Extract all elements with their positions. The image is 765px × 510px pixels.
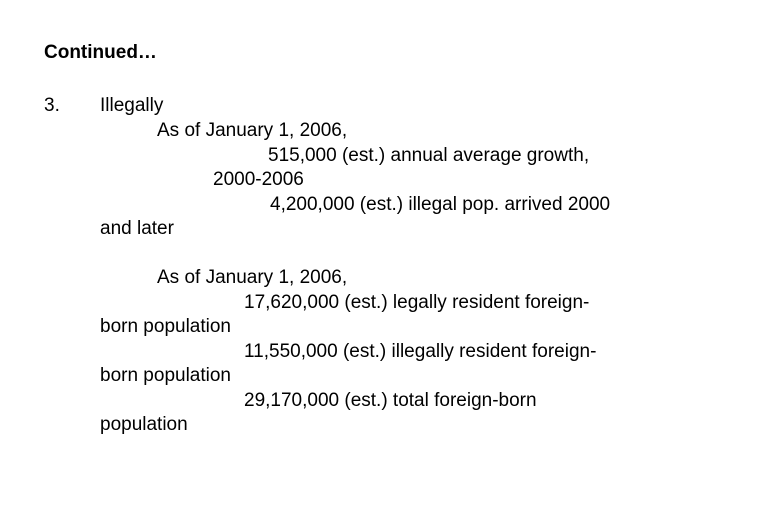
block2-illegal-line: 11,550,000 (est.) illegally resident foreign-: [244, 341, 597, 362]
block1-arrived-line: 4,200,000 (est.) illegal pop. arrived 2000: [270, 194, 611, 215]
page-heading: Continued…: [44, 42, 157, 63]
block1-intro: As of January 1, 2006,: [157, 120, 348, 141]
block2-legal-continuation: born population: [100, 316, 231, 337]
block2-legal-line: 17,620,000 (est.) legally resident foreign-: [244, 292, 590, 313]
block2-illegal-continuation: born population: [100, 365, 231, 386]
block1-growth-line: 515,000 (est.) annual average growth,: [268, 145, 590, 166]
block1-continuation: and later: [100, 218, 174, 239]
item-number: 3.: [44, 95, 60, 116]
block2-total-continuation: population: [100, 414, 188, 435]
block2-intro: As of January 1, 2006,: [157, 267, 348, 288]
block2-total-line: 29,170,000 (est.) total foreign-born: [244, 390, 537, 411]
item-label: Illegally: [100, 95, 164, 116]
block1-period-line: 2000-2006: [213, 169, 304, 190]
